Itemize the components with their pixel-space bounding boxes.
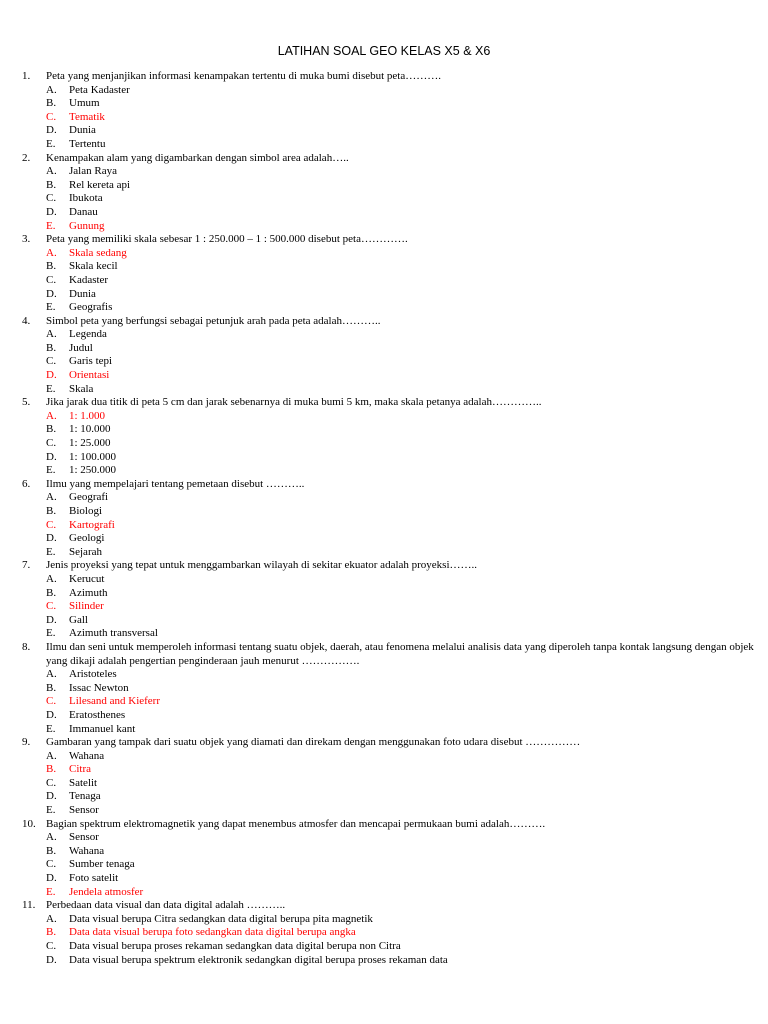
question-row [22,478,757,492]
answer-option [22,858,757,872]
option-letter: C. [46,600,57,613]
answer-option-correct [22,926,757,940]
answer-option [22,84,757,98]
option-letter: A. [46,668,57,681]
option-text: Geologi [69,532,105,545]
question-row [22,641,757,668]
answer-option [22,342,757,356]
option-letter: C. [46,110,57,123]
question-row [22,315,757,329]
option-text: Lilesand and Kieferr [69,695,161,708]
question-number: 9. [22,736,31,749]
option-text: Rel kereta api [69,178,131,191]
option-letter: A. [46,491,57,504]
option-letter: D. [46,450,57,463]
answer-option [22,872,757,886]
answer-option [22,451,757,465]
question-text: Peta yang menjanjikan informasi kenampakan tertentu di muka bumi disebut peta………. [46,70,441,82]
answer-option [22,491,757,505]
answer-option [22,614,757,628]
option-letter: A. [46,572,57,585]
option-letter: E. [46,382,56,395]
option-text: Wahana [69,844,105,857]
page-title: LATIHAN SOAL GEO KELAS X5 & X6 [277,44,491,58]
option-letter: E. [46,885,56,898]
option-letter: A. [46,409,57,422]
option-letter: B. [46,926,57,939]
question-number: 11. [22,899,36,912]
option-text: Umum [69,97,100,110]
question-text: Peta yang memiliki skala sebesar 1 : 250.000 – 1 : 500.000 disebut peta…………. [46,233,408,246]
answer-option [22,301,757,315]
answer-option [22,709,757,723]
question-row [22,818,757,832]
option-letter: A. [46,246,57,259]
option-text: Tematik [69,110,105,123]
question-item [22,736,757,818]
answer-option-correct [22,220,757,234]
answer-option [22,845,757,859]
option-text: Kerucut [69,572,105,585]
answer-option [22,423,757,437]
answer-option [22,124,757,138]
option-text: 1: 25.000 [69,437,111,450]
question-item [22,152,757,234]
option-letter: C. [46,776,57,789]
option-letter: A. [46,749,57,762]
question-item [22,559,757,641]
option-text: Peta Kadaster [69,83,130,96]
question-text: Jika jarak dua titik di peta 5 cm dan jarak sebenarnya di muka bumi 5 km, maka skala petanya adalah………….. [46,396,542,409]
option-text: Garis tepi [69,355,113,368]
option-text: Azimuth transversal [69,627,158,640]
option-letter: A. [46,165,57,178]
option-letter: B. [46,505,57,517]
answer-option [22,940,757,954]
option-text: Issac Newton [69,681,129,694]
question-text: Simbol peta yang berfungsi sebagai petunjuk arah pada peta adalah……….. [46,314,381,327]
answer-option [22,505,757,519]
question-text: Ilmu dan seni untuk memperoleh informasi tentang suatu objek, daerah, atau fenomena melalui analisis data yang diperoleh tanpa kontak langsung dengan objek yang dikaji adalah pengertian penginderaan jauh menurut ……………. [46,640,754,667]
answer-option [22,437,757,451]
answer-option [22,206,757,220]
question-item [22,315,757,397]
answer-option [22,328,757,342]
option-letter: D. [46,369,57,382]
question-text: Kenampakan alam yang digambarkan dengan simbol area adalah….. [46,151,349,164]
answer-option [22,831,757,845]
option-letter: A. [46,831,57,844]
question-text: Bagian spektrum elektromagnetik yang dapat menembus atmosfer dan mencapai permukaan bumi adalah………. [46,817,546,830]
answer-option-correct [22,600,757,614]
option-letter: B. [46,97,57,110]
option-letter: E. [46,464,56,477]
answer-option [22,587,757,601]
option-text: Tertentu [69,137,106,150]
question-row [22,736,757,750]
question-text: Jenis proyeksi yang tepat untuk menggambarkan wilayah di sekitar ekuator adalah proyeksi…….. [46,559,478,572]
answer-option [22,913,757,927]
question-item [22,396,757,478]
option-letter: B. [46,260,57,273]
option-text: Data visual berupa proses rekaman sedangkan data digital berupa non Citra [69,940,401,952]
option-text: Tenaga [69,790,101,803]
option-letter: D. [46,532,57,545]
question-list [22,70,757,967]
option-letter: C. [46,192,57,205]
answer-option [22,179,757,193]
option-text: Gunung [69,219,105,232]
option-text: Wahana [69,749,105,762]
option-text: Sensor [69,804,99,817]
option-text: Aristoteles [69,668,117,681]
question-row [22,899,757,913]
option-letter: D. [46,953,57,966]
answer-option [22,260,757,274]
option-text: Judul [69,341,93,354]
answer-option [22,804,757,818]
option-letter: C. [46,695,57,708]
option-letter: B. [46,341,57,354]
option-letter: C. [46,273,57,286]
answer-option [22,723,757,737]
option-text: 1: 10.000 [69,423,111,436]
answer-option [22,750,757,764]
answer-option [22,97,757,111]
question-number: 6. [22,477,31,490]
question-number: 10. [22,817,36,830]
answer-option [22,288,757,302]
option-text: Dunia [69,287,96,300]
answer-option [22,573,757,587]
option-text: 1: 100.000 [69,450,117,463]
option-text: Citra [69,763,91,776]
option-text: Kadaster [69,273,109,286]
option-text: Ibukota [69,192,103,205]
answer-option [22,532,757,546]
option-text: Skala sedang [69,246,127,259]
option-text: Jalan Raya [69,165,117,178]
option-text: Dunia [69,124,96,137]
option-letter: D. [46,613,57,626]
question-row [22,233,757,247]
question-item [22,818,757,900]
option-text: Immanuel kant [69,722,136,735]
question-number: 4. [22,314,31,327]
question-item [22,641,757,736]
option-text: Skala kecil [69,260,118,273]
option-text: Biologi [69,505,103,517]
option-letter: B. [46,763,57,776]
option-letter: C. [46,518,57,531]
answer-option [22,138,757,152]
answer-option [22,383,757,397]
option-letter: B. [46,844,57,857]
option-text: 1: 250.000 [69,464,117,477]
option-text: Satelit [69,776,98,789]
answer-option [22,546,757,560]
option-text: Data visual berupa Citra sedangkan data digital berupa pita magnetik [69,912,373,925]
question-text: Gambaran yang tampak dari suatu objek yang diamati dan direkam dengan menggunakan foto udara disebut …………… [46,736,581,749]
option-text: Sumber tenaga [69,858,135,871]
answer-option [22,355,757,369]
option-text: Azimuth [69,586,108,599]
answer-option [22,954,757,968]
option-letter: E. [46,804,56,817]
answer-option [22,777,757,791]
option-letter: D. [46,205,57,218]
option-text: Jendela atmosfer [69,885,144,898]
option-letter: A. [46,328,57,341]
question-number: 3. [22,233,31,246]
option-letter: D. [46,872,57,885]
question-text: Ilmu yang mempelajari tentang pemetaan disebut ……….. [46,477,305,490]
question-number: 8. [22,640,31,653]
option-text: Geografis [69,301,113,314]
answer-option [22,192,757,206]
option-text: Data visual berupa spektrum elektronik sedangkan digital berupa proses rekaman data [69,953,448,966]
option-letter: B. [46,586,57,599]
question-item [22,478,757,560]
option-text: 1: 1.000 [69,409,106,422]
option-letter: E. [46,301,56,314]
option-letter: D. [46,790,57,803]
answer-option-correct [22,695,757,709]
option-letter: A. [46,912,57,925]
option-text: Danau [69,205,98,218]
question-number: 5. [22,396,31,409]
answer-option [22,274,757,288]
option-text: Sejarah [69,545,102,558]
question-row [22,559,757,573]
option-text: Kartografi [69,518,115,531]
answer-option-correct [22,247,757,261]
answer-option-correct [22,369,757,383]
question-item [22,899,757,967]
option-letter: E. [46,137,56,150]
answer-option [22,464,757,478]
option-text: Data data visual berupa foto sedangkan data digital berupa angka [69,926,356,939]
option-letter: A. [46,83,57,96]
question-item [22,233,757,315]
option-letter: C. [46,437,57,450]
option-letter: B. [46,178,57,191]
option-text: Foto satelit [69,872,119,885]
option-letter: C. [46,858,57,871]
answer-option [22,668,757,682]
option-letter: C. [46,940,57,952]
question-number: 2. [22,151,31,164]
option-letter: B. [46,423,57,436]
option-text: Sensor [69,831,99,844]
question-text: Perbedaan data visual dan data digital adalah ……….. [46,899,286,912]
option-letter: B. [46,681,57,694]
option-letter: E. [46,627,56,640]
question-row [22,396,757,410]
option-text: Silinder [69,600,104,613]
answer-option [22,627,757,641]
option-text: Skala [69,382,94,395]
option-letter: E. [46,545,56,558]
answer-option [22,682,757,696]
option-text: Gall [69,613,88,626]
option-letter: D. [46,708,57,721]
answer-option-correct [22,519,757,533]
answer-option-correct [22,763,757,777]
option-text: Legenda [69,328,107,341]
answer-option [22,790,757,804]
option-letter: D. [46,287,57,300]
answer-option-correct [22,410,757,424]
question-item [22,70,757,152]
option-letter: E. [46,722,56,735]
option-letter: D. [46,124,57,137]
option-letter: C. [46,355,57,368]
answer-option [22,165,757,179]
answer-option-correct [22,111,757,125]
question-number: 7. [22,559,31,572]
question-row [22,152,757,166]
option-letter: E. [46,219,56,232]
option-text: Orientasi [69,369,110,382]
question-number: 1. [22,70,31,82]
answer-option-correct [22,886,757,900]
question-row [22,70,757,84]
option-text: Geografi [69,491,109,504]
option-text: Eratosthenes [69,708,126,721]
